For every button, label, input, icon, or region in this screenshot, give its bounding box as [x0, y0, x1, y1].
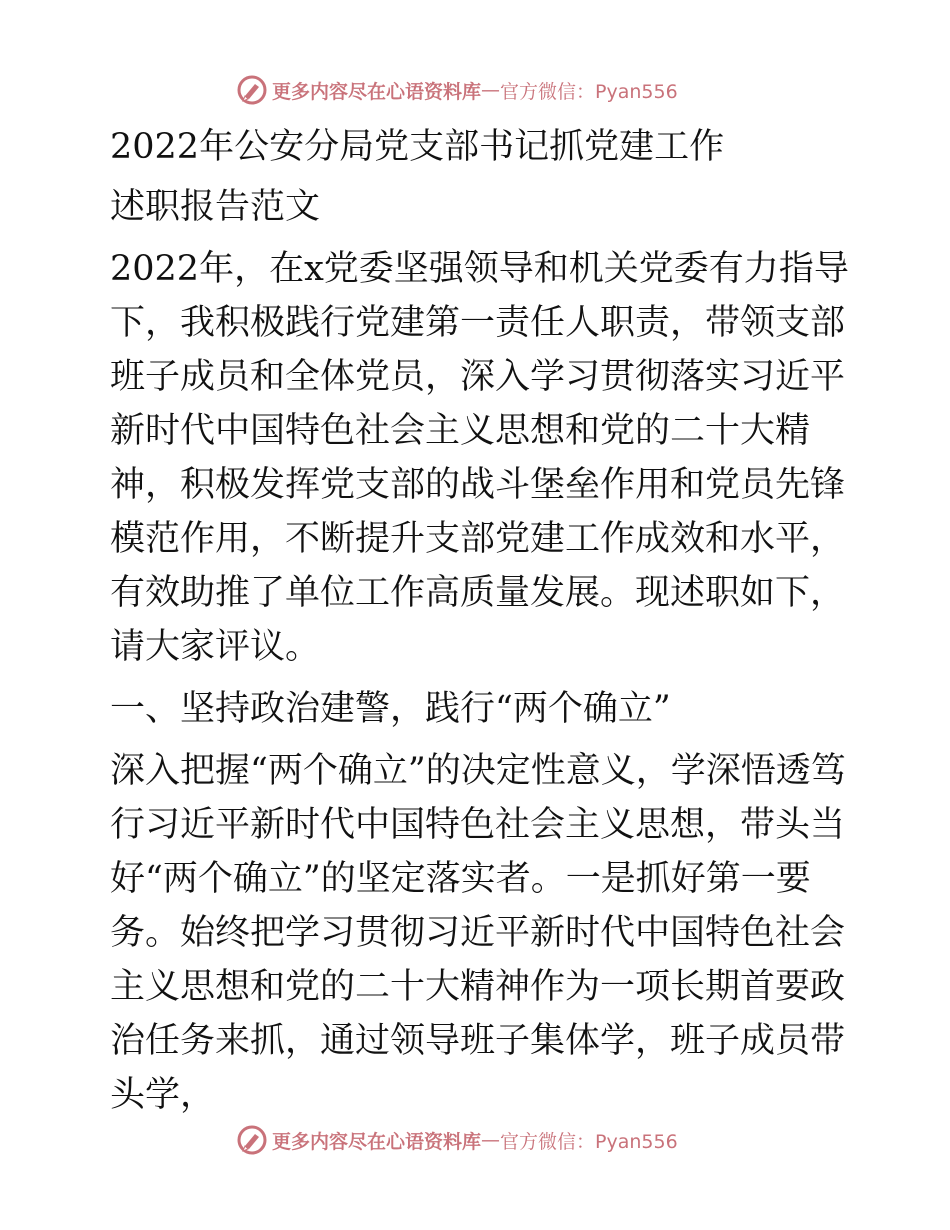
document-paragraph-1: 2022年，在x党委坚强领导和机关党委有力指导下，我积极践行党建第一责任人职责，带领支部班子成员和全体党员，深入学习贯彻落实习近平新时代中国特色社会主义思想和党的二十大精神，积极发挥党支部的战斗堡垒作用和党员先锋模范作用，不断提升支部党建工作成效和水平，有效助推了单位工作高质量发展。现述职如下，请大家评议。	[110, 249, 849, 667]
watermark-separator: —	[481, 79, 501, 101]
watermark-contact-text: 官方微信：Pyan556	[500, 80, 678, 103]
watermark-main-text: 更多内容尽在心语资料库	[272, 80, 482, 103]
pen-logo-icon	[236, 74, 268, 106]
pen-logo-icon	[236, 1124, 268, 1156]
watermark-separator: —	[481, 1129, 501, 1151]
top-watermark-banner	[236, 70, 678, 110]
watermark-main-text: 更多内容尽在心语资料库	[272, 1130, 482, 1153]
document-title-line-1: 2022年公安分局党支部书记抓党建工作	[110, 127, 725, 167]
document-body	[98, 120, 858, 1122]
document-paragraph-2: 深入把握“两个确立”的决定性意义，学深悟透笃行习近平新时代中国特色社会主义思想，带头当好“两个确立”的坚定落实者。一是抓好第一要务。始终把学习贯彻习近平新时代中国特色社会主义思想和党的二十大精神作为一项长期首要政治任务来抓，通过领导班子集体学，班子成员带头学，	[110, 751, 846, 1115]
section-heading-1: 一、坚持政治建警，践行“两个确立”	[110, 689, 671, 729]
bottom-watermark-banner	[236, 1120, 678, 1160]
watermark-contact-text: 官方微信：Pyan556	[500, 1130, 678, 1153]
document-title-line-2: 述职报告范文	[110, 187, 321, 227]
